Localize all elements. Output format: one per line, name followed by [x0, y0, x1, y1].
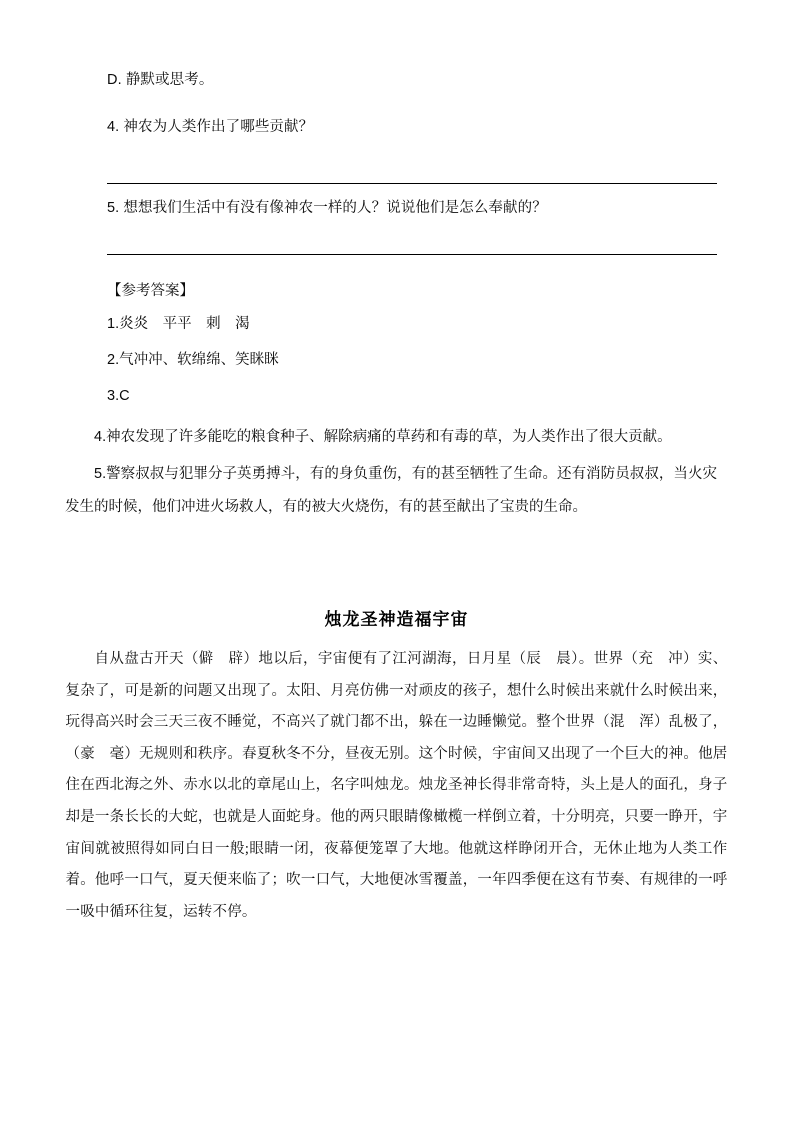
worksheet-section: [65, 70, 717, 527]
answer-rule-4: [107, 183, 717, 184]
answer-item-3: 3.C: [107, 387, 130, 404]
passage-title: 烛龙圣神造福宇宙: [324, 610, 469, 629]
answer-item-2: 2.气冲冲、软绵绵、笑眯眯: [107, 351, 279, 368]
reading-passage-section: [0, 605, 793, 928]
answer-item-4: 4.神农发现了许多能吃的粮食种子、解除病痛的草药和有毒的草，为人类作出了很大贡献。: [94, 429, 672, 446]
answer-space-5[interactable]: [107, 228, 717, 254]
answer-item-1: 1.炎炎 平平 刺 渴: [107, 316, 250, 333]
answer-rule-5: [107, 254, 717, 255]
reference-answers-heading: 【参考答案】: [107, 283, 194, 300]
answer-space-4[interactable]: [107, 147, 717, 183]
question-4-text: 4. 神农为人类作出了哪些贡献？: [107, 119, 314, 136]
question-5-text: 5. 想想我们生活中有没有像神农一样的人？说说他们是怎么奉献的？: [107, 200, 547, 217]
option-d-text: D. 静默或思考。: [107, 72, 214, 88]
answer-item-5: 5.警察叔叔与犯罪分子英勇搏斗，有的身负重伤，有的甚至牺牲了生命。还有消防员叔叔，当火灾发生的时候，他们冲进火场救人，有的被大火烧伤，有的甚至献出了宝贵的生命。: [65, 465, 717, 515]
spacer: [107, 269, 717, 279]
passage-body-text: 自从盘古开天（僻 辟）地以后，宇宙便有了江河湖海，日月星（辰 晨）。世界（充 冲）实、复杂了，可是新的问题又出现了。太阳、月亮仿佛一对顽皮的孩子，想什么时候出来就什么时候出来，玩得高兴时会三天三夜不睡觉，不高兴了就门都不出，躲在一边睡懒觉。整个世界（混 浑）乱极了，（豪 毫）无规则和秩序。春夏秋冬不分，昼夜无别。这个时候，宇宙间又出现了一个巨大的神。他居住在西北海之外、赤水以北的章尾山上，名字叫烛龙。烛龙圣神长得非常奇特，头上是人的面孔，身子却是一条长长的大蛇，也就是人面蛇身。他的两只眼睛像橄榄一样倒立着，十分明亮，只要一睁开，宇宙间就被照得如同白日一般;眼睛一闭，夜幕便笼罩了大地。他就这样睁闭开合，无休止地为人类工作着。他呼一口气，夏天便来临了；吹一口气，大地便冰雪覆盖，一年四季便在这有节奏、有规律的一呼一吸中循环往复，运转不停。: [65, 651, 728, 920]
